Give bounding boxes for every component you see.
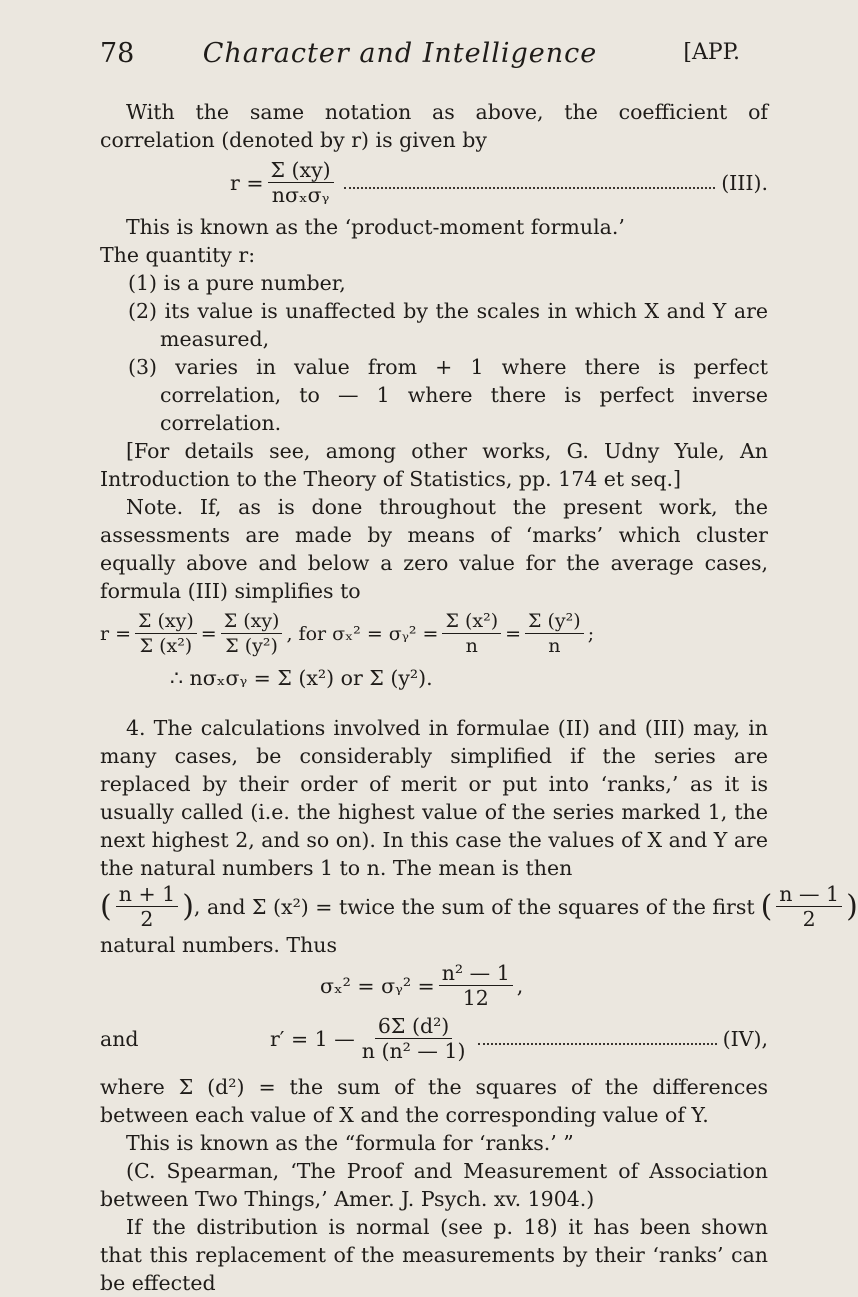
page-number: 78 xyxy=(100,38,135,69)
eq-text: , and Σ (x²) = twice the sum of the squares of the first xyxy=(193,894,755,919)
leader-dots xyxy=(478,1033,716,1045)
eq-numerator: n² — 1 xyxy=(439,961,513,986)
paragraph-intro: With the same notation as above, the coefficient of correlation (denoted by r) is given by xyxy=(100,100,768,152)
equation-iv xyxy=(100,1014,768,1063)
eq-fraction xyxy=(359,1014,469,1063)
eq-lhs: r′ = 1 — xyxy=(270,1026,355,1051)
eq-denominator: 2 xyxy=(802,907,816,931)
paragraph-ranks: 4. The calculations involved in formulae (II) and (III) may, in many cases, be considerably simplified if the series are replaced by their order of merit or put into ‘ranks,’ as it is usually called (i.e. the highest value of the series marked 1, the next highest 2, and so on). In this case the values of X and Y are the natural numbers 1 to n. The mean is then xyxy=(100,716,768,880)
eq-numerator: 6Σ (d²) xyxy=(375,1014,452,1039)
paragraph-normal: If the distribution is normal (see p. 18) it has been shown that this replacement of the measurements by their ‘ranks’ can be effected xyxy=(100,1215,768,1295)
eq-lhs: σₓ² = σᵧ² = xyxy=(320,973,435,998)
eq-and: and xyxy=(100,1026,139,1051)
equation-therefore: ∴ nσₓσᵧ = Σ (x²) or Σ (y²). xyxy=(170,666,433,690)
eq-fraction xyxy=(116,882,178,931)
eq-numerator: Σ (xy) xyxy=(221,609,283,634)
paragraph-quantity: The quantity r: xyxy=(100,243,256,267)
eq-numerator: Σ (xy) xyxy=(135,609,197,634)
eq-end: , xyxy=(516,973,524,998)
eq-numerator: Σ (xy) xyxy=(268,158,334,183)
eq-numerator: Σ (y²) xyxy=(525,609,584,634)
eq-equals: = xyxy=(505,622,522,645)
eq-lhs: r = xyxy=(230,170,264,195)
eq-condition: , for σₓ² = σᵧ² = xyxy=(286,622,439,645)
leader-dots xyxy=(344,177,716,189)
eq-numerator: n — 1 xyxy=(776,882,842,907)
paragraph-thus: natural numbers. Thus xyxy=(100,933,338,957)
eq-fraction xyxy=(268,158,334,207)
eq-denominator: 12 xyxy=(462,986,489,1010)
eq-denominator: n (n² — 1) xyxy=(361,1039,466,1063)
eq-denominator: 2 xyxy=(140,907,154,931)
paragraph-formula-name: This is known as the ‘product-moment formula.’ xyxy=(126,215,625,239)
paren-open: ( xyxy=(760,888,773,924)
eq-denominator: nσₓσᵧ xyxy=(271,183,330,207)
eq-lhs: r = xyxy=(100,622,132,645)
eq-denominator: n xyxy=(548,635,561,657)
eq-denominator: Σ (y²) xyxy=(225,635,278,657)
section-label: [APP. xyxy=(683,40,740,65)
paragraph-note: Note. If, as is done throughout the present work, the assessments are made by means of ‘marks’ which cluster equally above and below a zero value for the average cases, formula (III) simplifies to xyxy=(100,495,768,603)
paragraph-formula-ranks: This is known as the “formula for ‘ranks.’ ” xyxy=(126,1131,574,1155)
equation-simplified xyxy=(100,609,768,658)
eq-equals: = xyxy=(200,622,217,645)
eq-end: ; xyxy=(587,622,595,645)
eq-denominator: Σ (x²) xyxy=(139,635,193,657)
paren-open: ( xyxy=(100,888,112,924)
paragraph-citation: (C. Spearman, ‘The Proof and Measurement of Association between Two Things,’ Amer. J. Psych. xv. 1904.) xyxy=(100,1159,768,1211)
eq-fraction xyxy=(525,609,584,658)
eq-fraction xyxy=(135,609,197,658)
paragraph-reference: [For details see, among other works, G. Udny Yule, An Introduction to the Theory of Statistics, pp. 174 et seq.] xyxy=(100,439,768,491)
eq-fraction xyxy=(442,609,501,658)
running-header xyxy=(0,38,800,78)
list-item-3: (3) varies in value from + 1 where there is perfect correlation, to — 1 where there is perfect inverse correlation. xyxy=(128,355,768,435)
eq-fraction xyxy=(776,882,842,931)
page-body xyxy=(100,98,858,1297)
list-item-2: (2) its value is unaffected by the scales in which X and Y are measured, xyxy=(128,299,768,351)
eq-fraction xyxy=(439,961,513,1010)
equation-variance xyxy=(320,961,768,1010)
eq-label: (III). xyxy=(721,170,768,195)
running-title: Character and Intelligence xyxy=(202,38,598,69)
eq-fraction xyxy=(221,609,283,658)
paragraph-where: where Σ (d²) = the sum of the squares of the differences between each value of X and the corresponding value of Y. xyxy=(100,1075,768,1127)
eq-label: (IV), xyxy=(722,1026,768,1051)
equation-iii xyxy=(230,158,768,207)
eq-numerator: Σ (x²) xyxy=(442,609,501,634)
paren-close: ) xyxy=(182,888,194,924)
paren-close: ) xyxy=(846,888,858,924)
eq-numerator: n + 1 xyxy=(116,882,178,907)
equation-mean xyxy=(100,882,858,931)
list-item-1: (1) is a pure number, xyxy=(128,271,346,295)
eq-denominator: n xyxy=(465,635,478,657)
